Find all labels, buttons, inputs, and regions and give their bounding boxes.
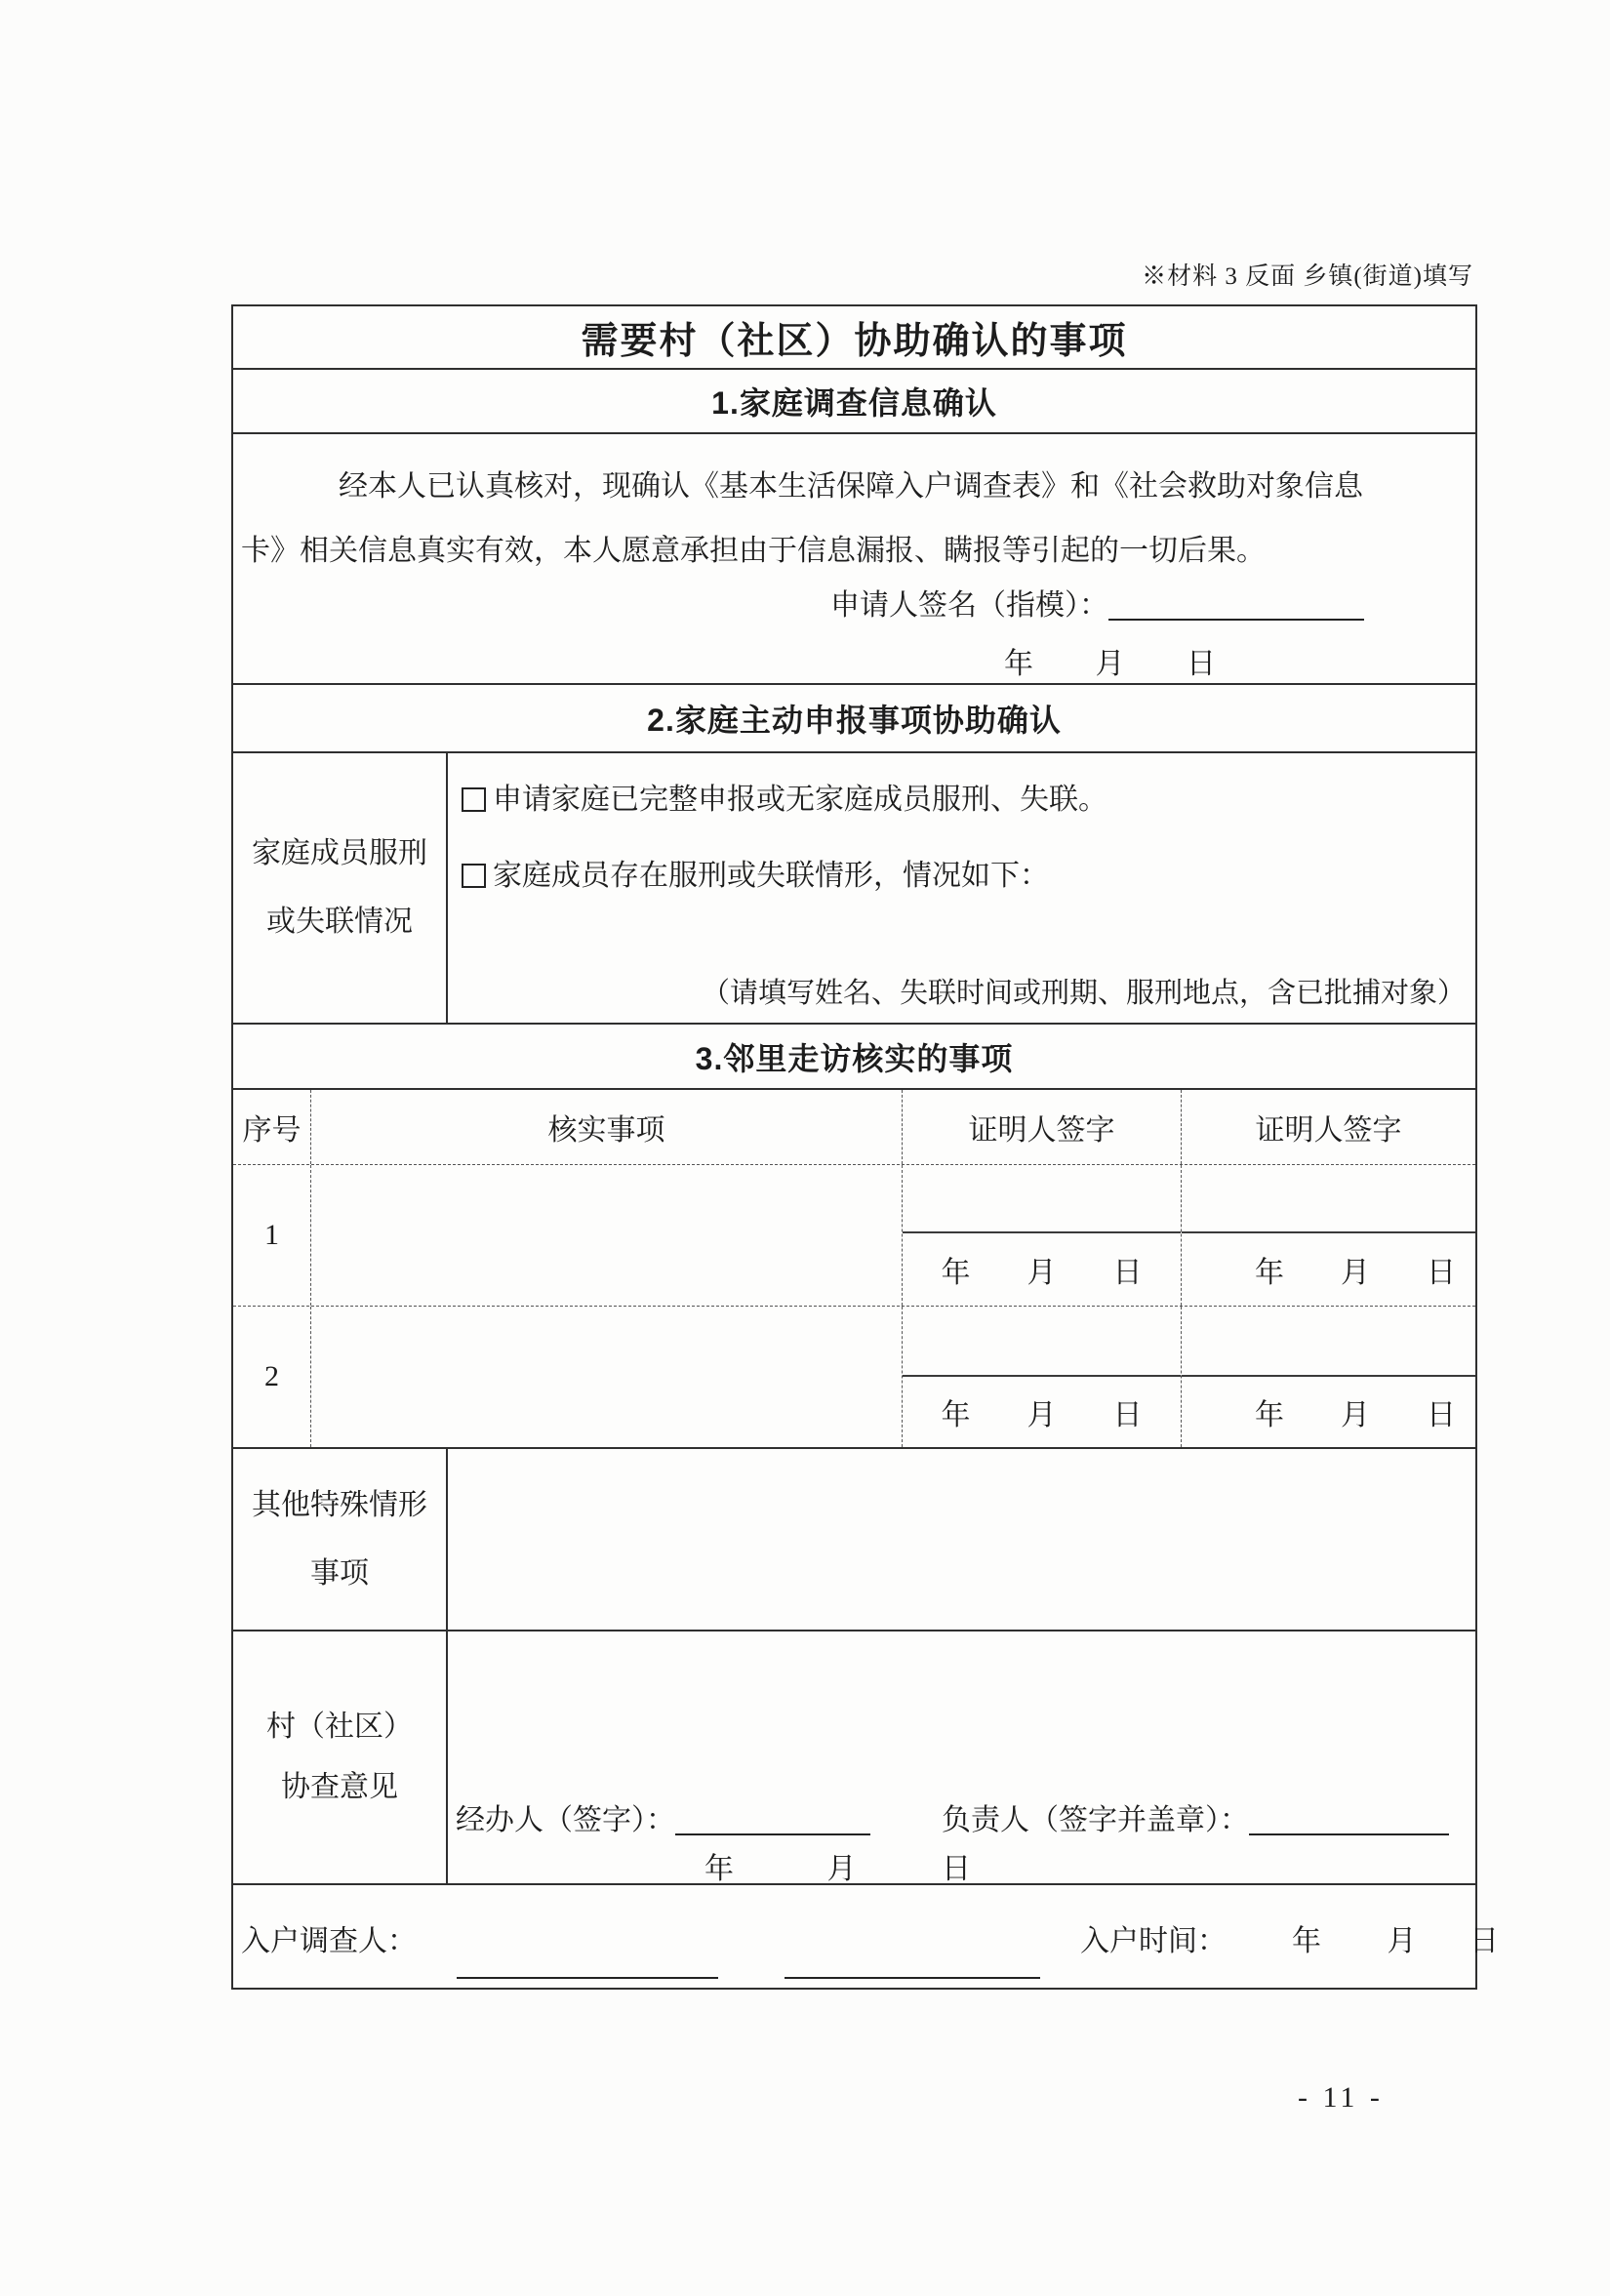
date-day: 日 (1112, 1399, 1143, 1431)
date-month: 月 (1026, 1399, 1057, 1431)
verify-table-row-1 (233, 1165, 1475, 1307)
date-year: 年 (941, 1399, 971, 1431)
section1-header-row (233, 370, 1475, 434)
date-month: 月 (826, 1853, 857, 1885)
date-month: 月 (1341, 1257, 1370, 1289)
operator-signature-line[interactable] (675, 1806, 870, 1835)
date-day: 日 (1187, 648, 1216, 680)
section2-header-row (233, 685, 1475, 753)
fill-instruction-note: （请填写姓名、失联时间或刑期、服刑地点，含已批捕对象） (701, 978, 1466, 1009)
option-member-in-prison (462, 851, 1049, 894)
column-header-no: 序号 (233, 1090, 311, 1164)
checkbox-icon[interactable] (462, 787, 486, 812)
operator-label: 经办人（签字）： (456, 1804, 675, 1836)
section2-header: 2.家庭主动申报事项协助确认 (647, 703, 1062, 738)
other-items-content[interactable] (448, 1449, 1475, 1630)
row-number: 1 (233, 1165, 311, 1306)
visit-time-label: 入户时间： (1080, 1924, 1227, 1957)
page-number: - 11 - (1298, 2081, 1384, 2114)
date-day: 日 (1427, 1257, 1456, 1289)
date-year: 年 (1255, 1257, 1284, 1289)
investigator-row (233, 1885, 1499, 1990)
witness-signature-space[interactable] (903, 1307, 1181, 1377)
option-label: 申请家庭已完整申报或无家庭成员服刑、失联。 (493, 784, 1107, 816)
supervisor-signature-line[interactable] (1249, 1806, 1449, 1835)
date-day: 日 (1112, 1257, 1143, 1289)
prison-status-label (233, 753, 448, 1023)
date-year: 年 (1004, 648, 1033, 680)
date-month: 月 (1095, 648, 1125, 680)
form-title: 需要村（社区）协助确认的事项 (581, 321, 1128, 362)
date-month: 月 (1026, 1257, 1057, 1289)
applicant-signature-line[interactable] (1108, 591, 1364, 621)
operator-signature-row (456, 1795, 1449, 1838)
witness-date-line (903, 1377, 1181, 1447)
investigator-signature-line-1[interactable] (457, 1950, 718, 1979)
date-day: 日 (1427, 1399, 1456, 1431)
checkbox-icon[interactable] (462, 864, 486, 888)
verify-item-cell[interactable] (311, 1165, 903, 1306)
statement-line-2: 卡》相关信息真实有效，本人愿意承担由于信息漏报、瞒报等引起的一切后果。 (241, 535, 1266, 567)
date-day: 日 (942, 1853, 971, 1885)
verify-table-row-2 (233, 1307, 1475, 1449)
applicant-signature-label: 申请人签名（指模）： (830, 589, 1108, 622)
supervisor-label: 负责人（签字并盖章）： (942, 1804, 1249, 1836)
witness-signature-space[interactable] (1182, 1307, 1475, 1377)
option-complete-declaration (462, 775, 1107, 818)
date-year: 年 (704, 1853, 734, 1885)
witness2-cell (1182, 1307, 1475, 1447)
row-number: 2 (233, 1307, 311, 1447)
witness-signature-space[interactable] (903, 1165, 1181, 1233)
witness-date-line (1182, 1377, 1475, 1447)
date-year: 年 (941, 1257, 971, 1289)
label-line: 村（社区） (266, 1711, 413, 1743)
corner-note: ※材料 3 反面 乡镇(街道)填写 (1142, 263, 1473, 290)
label-line: 事项 (310, 1556, 369, 1590)
column-header-witness2: 证明人签字 (1255, 1114, 1402, 1147)
label-line: 协查意见 (281, 1771, 398, 1803)
date-day: 日 (1469, 1924, 1499, 1957)
village-opinion-label (233, 1631, 448, 1883)
date-year: 年 (1292, 1924, 1321, 1957)
verify-table-header (233, 1090, 1475, 1165)
verify-item-cell[interactable] (311, 1307, 903, 1447)
village-date-line (704, 1844, 971, 1887)
label-line: 或失联情况 (266, 906, 413, 938)
column-header-witness1: 证明人签字 (903, 1090, 1182, 1164)
witness-signature-space[interactable] (1182, 1165, 1475, 1233)
village-confirmation-form (231, 304, 1499, 1990)
column-header-item: 核实事项 (311, 1090, 903, 1164)
statement-line-1: 经本人已认真核对，现确认《基本生活保障入户调查表》和《社会救助对象信息 (339, 470, 1363, 503)
section3-header-row (233, 1025, 1475, 1090)
village-opinion-content (448, 1631, 1475, 1883)
village-opinion-row (233, 1631, 1475, 1885)
witness-date-line (903, 1233, 1181, 1306)
label-line: 家庭成员服刑 (252, 837, 427, 869)
section2-body (233, 753, 1475, 1025)
section1-header: 1.家庭调查信息确认 (711, 385, 997, 421)
witness-date-line (1182, 1233, 1475, 1306)
applicant-signature-row (830, 581, 1364, 624)
section1-body (233, 434, 1475, 685)
investigator-signature-line-2[interactable] (785, 1950, 1040, 1979)
option-label: 家庭成员存在服刑或失联情形，情况如下： (493, 860, 1049, 892)
date-month: 月 (1387, 1924, 1417, 1957)
date-month: 月 (1341, 1399, 1370, 1431)
date-year: 年 (1255, 1399, 1284, 1431)
other-items-label (233, 1449, 448, 1630)
label-line: 其他特殊情形 (252, 1488, 427, 1521)
witness1-cell (903, 1307, 1182, 1447)
prison-status-content (448, 753, 1475, 1023)
witness1-cell (903, 1165, 1182, 1306)
section1-date-line (1004, 639, 1216, 682)
other-special-items-row (233, 1449, 1475, 1631)
witness2-cell (1182, 1165, 1475, 1306)
form-title-row (233, 306, 1475, 370)
visit-date-line (1292, 1916, 1499, 1959)
investigator-label: 入户调查人： (241, 1924, 417, 1957)
section3-header: 3.邻里走访核实的事项 (695, 1040, 1014, 1076)
